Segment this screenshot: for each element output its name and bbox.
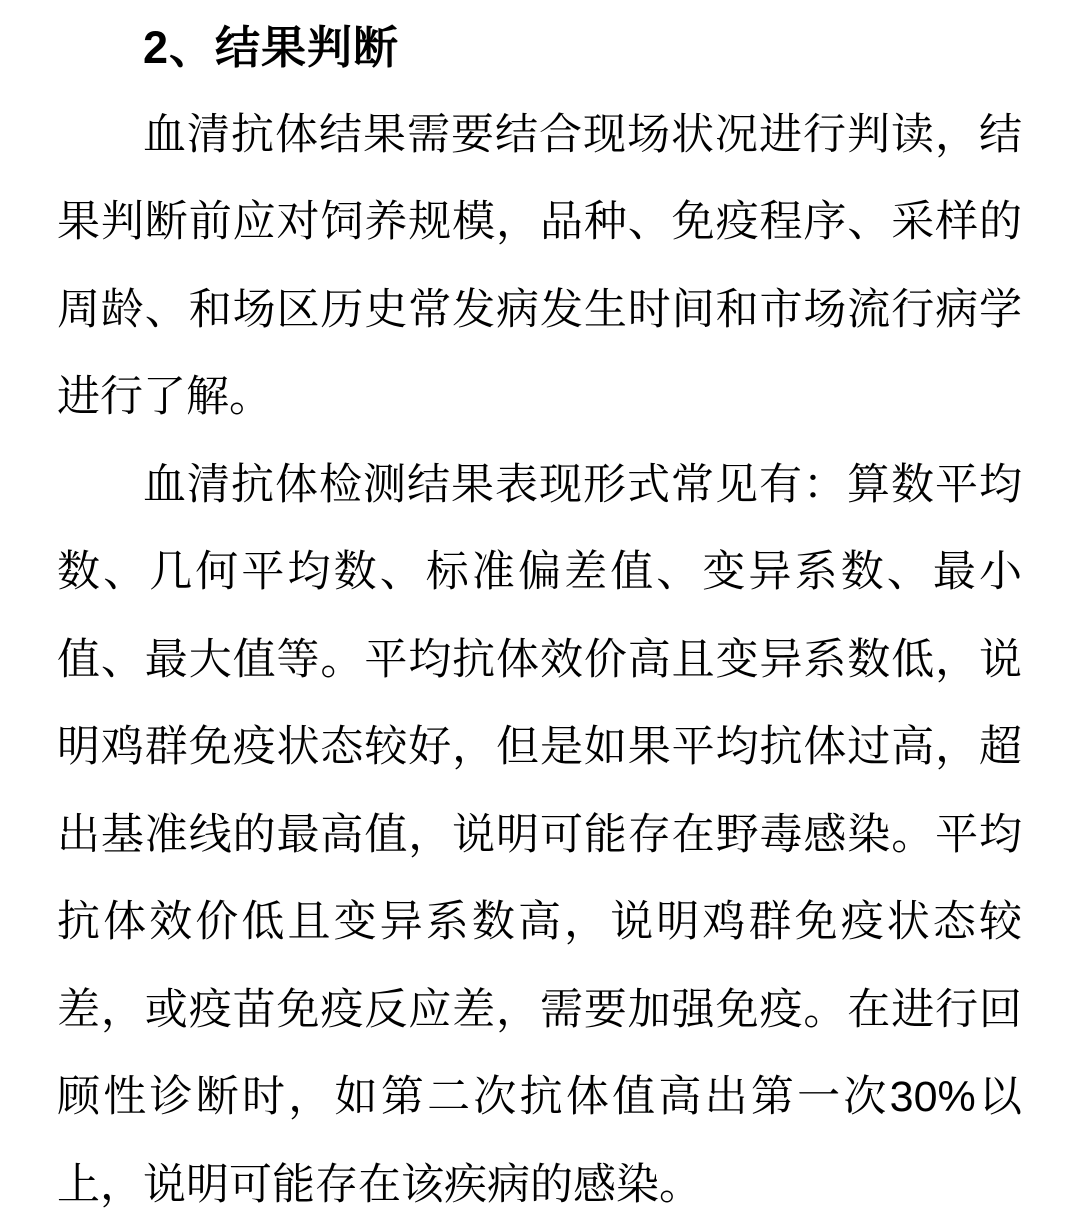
text-line: 差，或疫苗免疫反应差，需要加强免疫。在进行回: [57, 967, 1022, 1055]
text-line: 顾性诊断时，如第二次抗体值高出第一次30%以: [57, 1054, 1022, 1142]
text-line: 血清抗体结果需要结合现场状况进行判读，结: [57, 92, 1022, 180]
text-line: 上，说明可能存在该疾病的感染。: [57, 1142, 1022, 1229]
text-line: 数、几何平均数、标准偏差值、变异系数、最小: [57, 529, 1022, 617]
text-line: 值、最大值等。平均抗体效价高且变异系数低，说: [57, 617, 1022, 705]
text-line: 果判断前应对饲养规模，品种、免疫程序、采样的: [57, 179, 1022, 267]
text-line: 明鸡群免疫状态较好，但是如果平均抗体过高，超: [57, 704, 1022, 792]
text-line: 进行了解。: [57, 354, 1022, 442]
text-line: 出基准线的最高值，说明可能存在野毒感染。平均: [57, 792, 1022, 880]
document-body: [57, 92, 1022, 1229]
paragraph: [57, 442, 1022, 1229]
section-heading: 2、结果判断: [57, 4, 1022, 92]
text-line: 血清抗体检测结果表现形式常见有：算数平均: [57, 442, 1022, 530]
text-line: 周龄、和场区历史常发病发生时间和市场流行病学: [57, 267, 1022, 355]
text-line: 抗体效价低且变异系数高，说明鸡群免疫状态较: [57, 879, 1022, 967]
paragraph: [57, 92, 1022, 442]
